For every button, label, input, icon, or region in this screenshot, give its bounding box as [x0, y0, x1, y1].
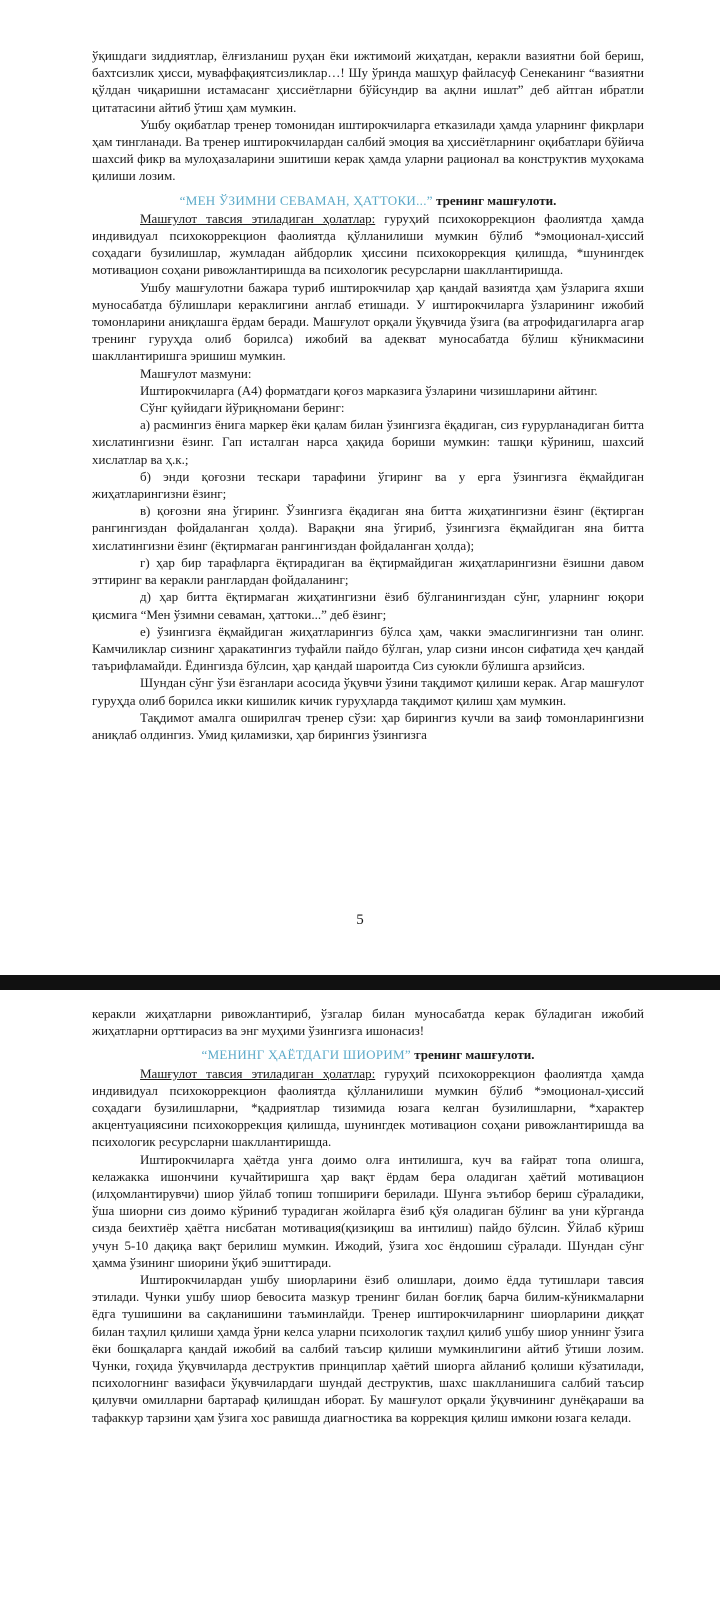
answers-paragraph: Иштирокчилардан ушбу шиорларини ёзиб олишлари, доимо ёдда тутишлари тавсия этилади. Чунки ушбу шиор бевосита мазкур тренинг билан боғлиқ барча билим-кўникмаларни ёдга тушишини ва сақланишини таъминлайди. Тренер иштирокчиларнинг шиорларини диққат билан таҳлил қилиши ҳамда ўрни келса уларни психологик таҳлил қилиб ушбу шиор уннинг ўзига ёки бошқаларга қандай ижобий ва салбий таъсир қилиши мумкинлигини айтиб ўтиши лозим. Чунки, гоҳида ўқувчиларда деструктив принциплар ҳаётий шиорга айланиб қолиши кўзатилади, психологнинг вазифаси ўқувчилардаги шундай деструктив, шахс шаклланишига салбий таъсир қилувчи омилларни бартараф қилишдан иборат. Бу машғулот орқали ўқувчининг дунёқараши ва тафаккур тарзини ҳам ўзига хос равишда диагностика ва коррекция қилиш имкони юзага келади.	[92, 1272, 644, 1425]
content-label: Машғулот мазмуни:	[140, 365, 252, 381]
recommended-cases-paragraph-2	[92, 1065, 644, 1151]
page-separator	[0, 975, 720, 990]
step-d: д) ҳар битта ёқтирмаган жиҳатингизни ёзиб бўлганингиздан сўнг, уларнинг юқори қисмига “Мен ўзимни севаман, ҳаттоки...” деб ёзинг;	[92, 589, 644, 622]
step-a: а) расмингиз ёнига маркер ёки қалам билан ўзингизга ёқадиган, сиз ғурурланадиган битта хислатингизни ёзинг. Гап исталган нарса ҳақида бориши мумкин: ташқи кўриниш, шахсий хислатлар ва ҳ.к.;	[92, 417, 644, 467]
continuation-paragraph: керакли жиҳатларни ривожлантириб, ўзгалар билан муносабатда керак бўладиган ижобий жиҳатларни орттирасиз ва энг муҳими ўзингизга ишонасиз!	[92, 1006, 644, 1039]
recommended-cases-label-1: Машғулот тавсия этиладиган ҳолатлар:	[140, 210, 376, 226]
section-title-2-rest: тренинг машғулоти.	[411, 1047, 535, 1063]
step-g: г) ҳар бир тарафларга ёқтирадиган ва ёқтирмайдиган жиҳатларингизни ёзишни давом эттиринг ва керакли ранглардан фойдаланинг;	[92, 554, 644, 588]
step-b: б) энди қоғозни тескари тарафини ўгиринг ва у ерга ўзингизга ёқмайдиган жиҳатларингизни ёзинг;	[92, 468, 644, 502]
recommended-cases-text-2: гуруҳий психокоррекцион фаолиятда ҳамда индивидуал психокоррекцион фаолиятда қўлланилиши мумкин бўлиб *эмоционал-ҳиссий соҳадаги бузилишларни, *қадриятлар тизимида юзага келган бузилишларни, *характер акцентуациясини психокоррекция қилишда, шунингдек мотивацион соҳани ривожлантиришда ва психологик ресурсларни шакллантиришда.	[92, 1065, 644, 1150]
trainer-paragraph: Тақдимот амалга оширилгач тренер сўзи: ҳар бирингиз кучли ва заиф томонларингизни аниқлаб олдингиз. Умид қиламизки, ҳар бирингиз ўзингизга	[92, 709, 644, 742]
page-2-body	[92, 1005, 644, 1426]
motto-paragraph: Иштирокчиларга ҳаётда унга доимо олға интилишга, куч ва ғайрат топа олишга, келажакка ишончини кучайтиришга ҳар вақт ёрдам бера оладиган ҳаётий мотивацион (илҳомлантирувчи) шиор ўйлаб топиш топшириғи берилади. Шунга эътибор бериш сўраладики, ўша шиорни сиз доимо кўриниб турадиган жойларга ёзиб қўя оладиган бўлинг ва уни кўрганда сизда беихтиёр ҳаётга нисбатан мотивация(қизиқиш ва интилиш) пайдо бўлсин. Ўйлаб кўриш учун 5-10 дақиқа вақт берилиш мумкин. Ижодий, ўзига хос ёндошиш сўралади. Шундан сўнг ҳамма ўзининг шиорини ўқиб эшиттиради.	[92, 1151, 644, 1270]
purpose-paragraph: Ушбу машғулотни бажара туриб иштирокчилар ҳар қандай вазиятда ҳам ўзларига яхши муносабатда бўлишлари кераклигини англаб етишади. У иштирокчиларга ўзларининг ижобий томонларини аниқлашга ёрдам беради. Машғулот орқали ўқувчида ўзига (ва атрофидагиларга агар тренинг гуруҳда олиб борилса) ижобий ва адекват муносабатда бўлиш кўникмасини шакллантиришга эришиш мумкин.	[92, 279, 644, 364]
step-v: в) қоғозни яна ўгиринг. Ўзингизга ёқадиган яна битта жиҳатингизни ёзинг (ёқтирган рангингиздан фойдаланган ҳолда). Варақни яна ўгириб, ўзингизга ёқмайдиган яна битта хислатингизни ёзинг (ёқтирмаган рангингиздан фойдаланган ҳолда);	[92, 503, 644, 553]
recommended-cases-paragraph-1	[92, 210, 644, 279]
page-number: 5	[356, 912, 364, 928]
section-title-2	[92, 1046, 644, 1063]
recommended-cases-text-1: гуруҳий психокоррекцион фаолиятда ҳамда индивидуал психокоррекцион фаолиятда қўлланилиши мумкин бўлиб *эмоционал-ҳиссий соҳадаги бузилишлар, жумладан айбдорлик ҳиссини психокоррекция қилишда, *шунингдек мотивацион соҳани ривожлантиришда ва психологик ресурсларни шакллантиришда.	[92, 210, 644, 278]
section-title-1-rest: тренинг машғулоти.	[432, 192, 557, 208]
presentation-paragraph: Шундан сўнг ўзи ёзганлари асосида ўқувчи ўзини тақдимот қилиши керак. Агар машғулот гуруҳда олиб борилса икки кишилик кичик гуруҳларда тақдимот қилиш ҳам мумкин.	[92, 675, 644, 708]
recommended-cases-label-2: Машғулот тавсия этиладиган ҳолатлар:	[140, 1065, 376, 1081]
then-instruction: Сўнг қуйидаги йўриқномани беринг:	[140, 400, 345, 416]
outcomes-paragraph: Ушбу оқибатлар тренер томонидан иштирокчиларга етказилади ҳамда уларнинг фикрлари ҳам тингланади. Ва тренер иштирокчилардан салбий эмоция ва ҳиссиётларнинг оқибатлари бўйича шахсий фикр ва мулоҳазаларини эшитиши керак ҳамда уларни рационал ва конструктив муҳокама қилиши лозим.	[92, 116, 644, 184]
page-1-body	[92, 47, 644, 743]
section-title-1	[92, 192, 644, 209]
a4-instruction: Иштирокчиларга (А4) форматдаги қоғоз марказига ўзларини чизишларини айтинг.	[140, 382, 598, 398]
section-title-1-highlight: “МЕН ЎЗИМНИ СЕВАМАН, ҲАТТОКИ...”	[179, 192, 433, 208]
step-e: е) ўзингизга ёқмайдиган жиҳатларингиз бўлса ҳам, чакки эмаслигингизни тан олинг. Камчиликлар сизнинг ҳаракатингиз туфайли пайдо бўлган, улар сизни инсон сифатида ҳеч қандай таърифламайди. Ёдингизда бўлсин, ҳар қандай шароитда Сиз суюкли бўлишга арзийсиз.	[92, 623, 644, 674]
document-page-2	[0, 990, 720, 1612]
section-title-2-highlight: “МЕНИНГ ҲАЁТДАГИ ШИОРИМ”	[201, 1047, 411, 1063]
intro-paragraph: ўқишдаги зиддиятлар, ёлғизланиш руҳан ёки ижтимоий жиҳатдан, керакли вазиятни бой бериш, бахтсизлик ҳисси, муваффақиятсизликлар…! Шу ўринда машҳур файласуф Сенеканинг “вазиятни қўлдан чиқаришни истамасанг ҳиссиётларни бўйсундир ва ақлни ишлат” деб айтган ибратли цитатасини айтиб ўтиш ҳам мумкин.	[92, 48, 644, 115]
